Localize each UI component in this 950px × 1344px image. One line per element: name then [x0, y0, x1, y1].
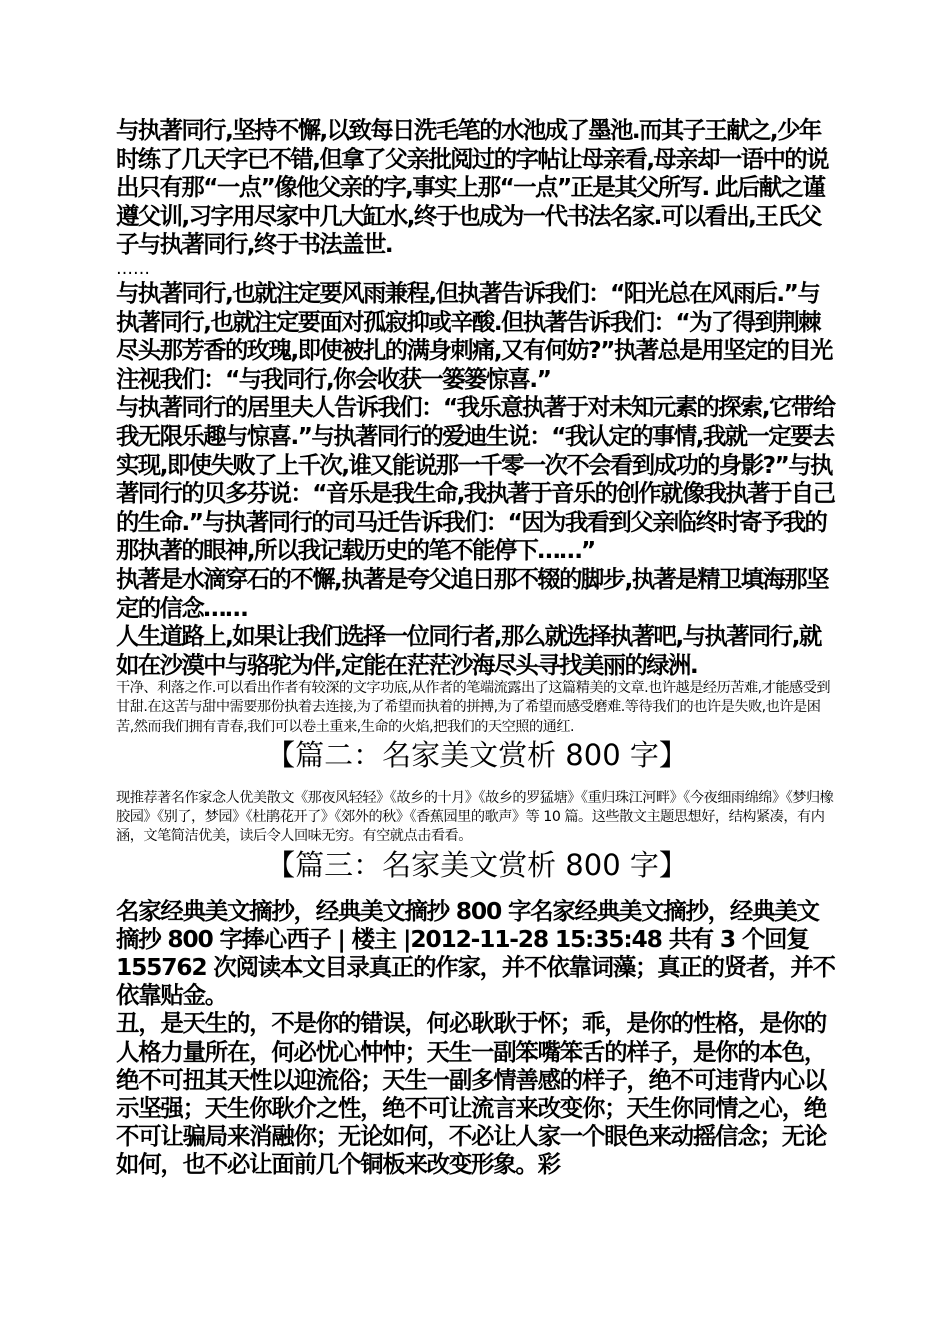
- paragraph-wang-xizhi: 与执著同行,坚持不懈,以致每日洗毛笔的水池成了墨池.而其子王献之,少年时练了几天字已不错,但拿了父亲批阅过的字帖让母亲看,母亲却一语中的说出只有那“一点”像他父亲的字,事实上那“一点”正是其父所写. 此后献之谨遵父训,习字用尽家中几大缸水,终于也成为一代书法名家.可以看出,王氏父子与执著同行,终于书法盖世.: [116, 116, 828, 259]
- section-heading-three: 【篇三：名家美文赏析 800 字】: [266, 847, 688, 882]
- paragraph-persistence: 执著是水滴穿石的不懈,执著是夸父追日那不辍的脚步,执著是精卫填海那坚定的信念……: [116, 564, 828, 622]
- recommendation-text: 现推荐著名作家念人优美散文《那夜风轻轻》《故乡的十月》《故乡的罗猛塘》《重归珠江河畔》《今夜细雨绵绵》《梦归橡胶园》《别了，梦园》《杜鹃花开了》《郊外的秋》《香蕉园里的歌声》等 10 篇。这些散文主题思想好，结构紧凑，有内涵，文笔简洁优美，读后令人回味无穷。有空就点击看看。: [116, 789, 834, 845]
- paragraph-conclusion: 人生道路上,如果让我们选择一位同行者,那么就选择执著吧,与执著同行,就如在沙漠中与骆驼为伴,定能在茫茫沙海尽头寻找美丽的绿洲.: [116, 622, 821, 679]
- section-three-body: [116, 897, 838, 1179]
- article-body: [116, 116, 838, 679]
- ellipsis: ……: [116, 258, 150, 279]
- forum-post-header: 名家经典美文摘抄，经典美文摘抄 800 字名家经典美文摘抄，经典美文摘抄 800 字捧心西子 | 楼主 |2012-11-28 15:35:48 共有 3 个回复 155762 次阅读本文目录真正的作家，并不依靠词藻；真正的贤者，并不依靠贴金。: [116, 896, 835, 1010]
- section-heading-two: 【篇二：名家美文赏析 800 字】: [266, 737, 688, 772]
- teacher-comment: 干净、利落之作.可以看出作者有较深的文字功底,从作者的笔端流露出了这篇精美的文章.也许越是经历苦难,才能感受到甘甜.在这苦与甜中需要那份执着去连接,为了希望而执着的拼搏,为了希望而感受磨难.等待我们的也许是失败,也许是困苦,然而我们拥有青春,我们可以卷土重来,生命的火焰,把我们的天空照的通红.: [116, 680, 831, 735]
- paragraph-wind-and-rain: 与执著同行,也就注定要风雨兼程,但执著告诉我们：“阳光总在风雨后.”与执著同行,也就注定要面对孤寂抑或辛酸.但执著告诉我们：“为了得到荆棘尽头那芳香的玫瑰,即使被扎的满身刺痛,又有何妨?”执著总是用坚定的目光注视我们：“与我同行,你会收获一篓篓惊喜.”: [116, 278, 832, 393]
- document-page: [116, 116, 838, 1179]
- paragraph-natural-self: 丑，是天生的，不是你的错误，何必耿耿于怀；乖，是你的性格，是你的人格力量所在，何必忧心忡忡；天生一副笨嘴笨舌的样子，是你的本色，绝不可扭其天性以迎流俗；天生一副多情善感的样子，绝不可违背内心以示坚强；天生你耿介之性，绝不可让流言来改变你；天生你同情之心，绝不可让骗局来消融你；无论如何，不必让人家一个眼色来动摇信念；无论如何，也不必让面前几个铜板来改变形象。彩: [116, 1009, 827, 1179]
- paragraph-famous-people: 与执著同行的居里夫人告诉我们：“我乐意执著于对未知元素的探索,它带给我无限乐趣与惊喜.”与执著同行的爱迪生说：“我认定的事情,我就一定要去实现,即使失败了上千次,谁又能说那一千零一次不会看到成功的身影?”与执著同行的贝多芬说：“音乐是我生命,我执著于音乐的创作就像我执著于自己的生命.”与执著同行的司马迁告诉我们：“因为我看到父亲临终时寄予我的那执著的眼神,所以我记载历史的笔不能停下……”: [116, 393, 835, 565]
